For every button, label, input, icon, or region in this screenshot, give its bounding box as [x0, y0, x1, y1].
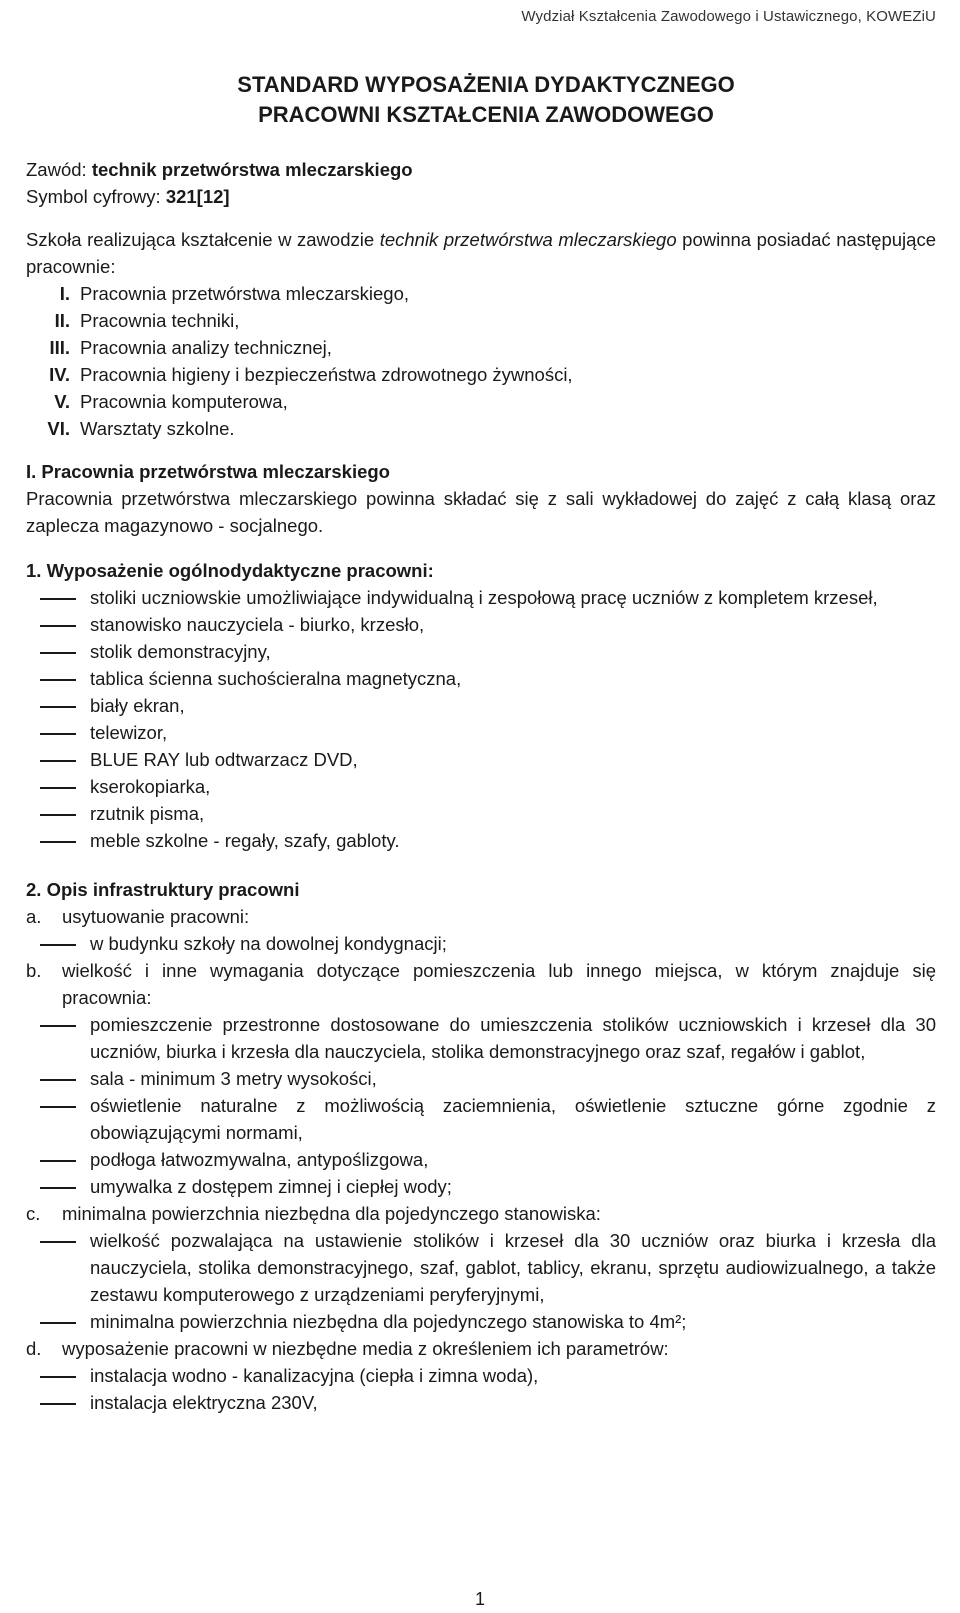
list-item-label: Pracownia przetwórstwa mleczarskiego,: [80, 283, 410, 304]
title-line-2: PRACOWNI KSZTAŁCENIA ZAWODOWEGO: [258, 102, 714, 127]
list-item-number: II.: [54, 310, 70, 331]
profession-line: [26, 156, 936, 183]
list-item: meble szkolne - regały, szafy, gabloty.: [90, 827, 936, 854]
infrastructure-number: 2.: [26, 879, 42, 900]
list-item: [26, 388, 936, 415]
list-item: tablica ścienna suchościeralna magnetyczna,: [90, 665, 936, 692]
list-item: kserokopiarka,: [90, 773, 936, 800]
list-item: telewizor,: [90, 719, 936, 746]
equipment-number: 1.: [26, 560, 42, 581]
list-item: [26, 307, 936, 334]
list-item: biały ekran,: [90, 692, 936, 719]
list-item: w budynku szkoły na dowolnej kondygnacji;: [90, 930, 936, 957]
infrastructure-heading: [26, 876, 936, 903]
symbol-line: [26, 183, 936, 210]
intro-text-1: Szkoła realizująca kształcenie w zawodzie: [26, 229, 380, 250]
title-line-1: STANDARD WYPOSAŻENIA DYDAKTYCZNEGO: [237, 72, 735, 97]
list-item-label: Pracownia higieny i bezpieczeństwa zdrowotnego żywności,: [80, 364, 573, 385]
page-number: 1: [474, 1589, 485, 1609]
list-item-label: Pracownia analizy technicznej,: [80, 337, 332, 358]
symbol-label: Symbol cyfrowy:: [26, 186, 166, 207]
list-item: stoliki uczniowskie umożliwiające indywidualną i zespołową pracę uczniów z kompletem krzeseł,: [90, 584, 936, 611]
list-item-letter: b.: [26, 960, 42, 981]
sub-list: [62, 1362, 936, 1416]
list-item: stanowisko nauczyciela - biurko, krzesło,: [90, 611, 936, 638]
list-item: instalacja wodno - kanalizacyjna (ciepła i zimna woda),: [90, 1362, 936, 1389]
list-item-label: Warsztaty szkolne.: [80, 418, 235, 439]
list-item-label: Pracownia komputerowa,: [80, 391, 288, 412]
running-header: Wydział Kształcenia Zawodowego i Ustawicznego, KOWEZiU: [521, 8, 936, 25]
sub-list: [62, 930, 936, 957]
equipment-heading: [26, 557, 936, 584]
list-item: [26, 957, 936, 1200]
sub-list: [62, 1011, 936, 1200]
intro-profession-italic: technik przetwórstwa mleczarskiego: [379, 229, 677, 250]
equipment-list: [26, 584, 936, 854]
symbol-value: 321[12]: [165, 186, 230, 207]
list-item: [26, 280, 936, 307]
list-item-letter: d.: [26, 1338, 42, 1359]
section-title: Pracownia przetwórstwa mleczarskiego: [41, 461, 390, 482]
list-item: [26, 334, 936, 361]
section-description: Pracownia przetwórstwa mleczarskiego powinna składać się z sali wykładowej do zajęć z całą klasą oraz zaplecza magazynowo - socjalnego.: [26, 488, 936, 536]
list-item: sala - minimum 3 metry wysokości,: [90, 1065, 936, 1092]
list-item-label: wielkość i inne wymagania dotyczące pomieszczenia lub innego miejsca, w którym znajduje się pracownia:: [62, 960, 936, 1008]
list-item-number: III.: [49, 337, 70, 358]
infrastructure-title: Opis infrastruktury pracowni: [46, 879, 300, 900]
document-body: [26, 70, 936, 1416]
list-item-number: I.: [59, 283, 70, 304]
list-item-letter: a.: [26, 906, 42, 927]
list-item: instalacja elektryczna 230V,: [90, 1389, 936, 1416]
list-item-label: minimalna powierzchnia niezbędna dla pojedynczego stanowiska:: [62, 1203, 601, 1224]
list-item-label: Pracownia techniki,: [80, 310, 240, 331]
profession-value: technik przetwórstwa mleczarskiego: [91, 159, 413, 180]
intro-text-2: powinna posiadać następujące pracownie:: [26, 229, 936, 277]
list-item: oświetlenie naturalne z możliwością zaciemnienia, oświetlenie sztuczne górne zgodnie z obowiązującymi normami,: [90, 1092, 936, 1146]
list-item: [26, 361, 936, 388]
list-item-number: IV.: [49, 364, 70, 385]
list-item-number: VI.: [47, 418, 70, 439]
infrastructure-list: [26, 903, 936, 1416]
list-item-label: usytuowanie pracowni:: [62, 906, 250, 927]
list-item: wielkość pozwalająca na ustawienie stolików i krzeseł dla 30 uczniów oraz biurka i krzesła dla nauczyciela, stolika demonstracyjnego, szaf, gablot, tablicy, ekranu, sprzętu audiowizualnego, a także zestawu komputerowego z urządzeniami peryferyjnymi,: [90, 1227, 936, 1308]
list-item: stolik demonstracyjny,: [90, 638, 936, 665]
list-item-label: wyposażenie pracowni w niezbędne media z określeniem ich parametrów:: [62, 1338, 669, 1359]
document-title: [36, 70, 936, 130]
list-item: BLUE RAY lub odtwarzacz DVD,: [90, 746, 936, 773]
list-item: minimalna powierzchnia niezbędna dla pojedynczego stanowiska to 4m²;: [90, 1308, 936, 1335]
equipment-title: Wyposażenie ogólnodydaktyczne pracowni:: [46, 560, 434, 581]
section-heading: [26, 458, 936, 485]
list-item: pomieszczenie przestronne dostosowane do umieszczenia stolików uczniowskich i krzeseł dla 30 uczniów, biurka i krzesła dla nauczyciela, stolika demonstracyjnego oraz szaf, regałów i gablot,: [90, 1011, 936, 1065]
list-item: [26, 903, 936, 957]
list-item-number: V.: [54, 391, 70, 412]
profession-label: Zawód:: [26, 159, 92, 180]
rooms-list: [26, 280, 936, 442]
list-item: [26, 415, 936, 442]
intro-paragraph: [26, 226, 936, 280]
list-item: [26, 1335, 936, 1416]
section-number: I.: [26, 461, 37, 482]
list-item: umywalka z dostępem zimnej i ciepłej wody;: [90, 1173, 936, 1200]
list-item: [26, 1200, 936, 1335]
list-item-letter: c.: [26, 1203, 41, 1224]
list-item: rzutnik pisma,: [90, 800, 936, 827]
list-item: podłoga łatwozmywalna, antypoślizgowa,: [90, 1146, 936, 1173]
sub-list: [62, 1227, 936, 1335]
